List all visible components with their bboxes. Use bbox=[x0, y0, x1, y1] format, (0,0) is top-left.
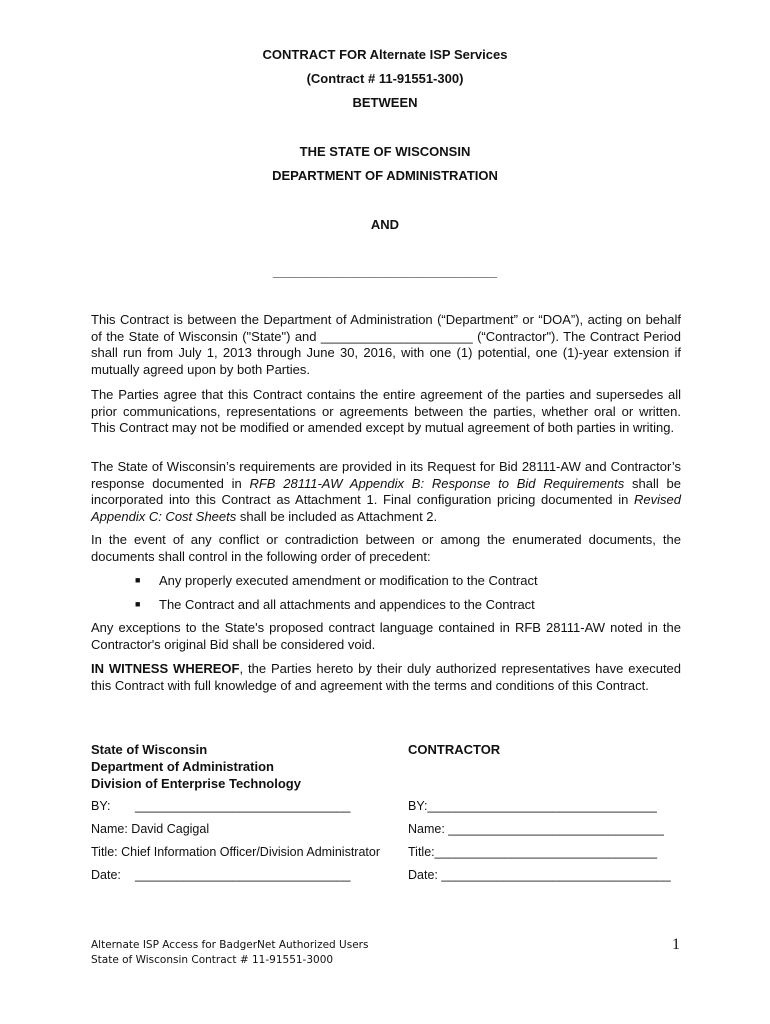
paragraph-contract-parties bbox=[91, 312, 681, 378]
right-date-line[interactable]: Date: _________________________________ bbox=[408, 868, 671, 882]
state-line3: Division of Enterprise Technology bbox=[91, 776, 301, 791]
paragraph-witness bbox=[91, 661, 681, 694]
paragraph-precedence bbox=[91, 532, 681, 565]
paragraph-5-text: Any exceptions to the State's proposed contract language contained in RFB 28111-AW noted in the Contractor's original Bid shall be considered void. bbox=[91, 620, 681, 652]
square-bullet-icon: ■ bbox=[135, 575, 141, 585]
bullet-item-2 bbox=[135, 597, 535, 612]
between-label: BETWEEN bbox=[352, 95, 418, 110]
contract-number: (Contract # 11-91551-300) bbox=[306, 71, 464, 86]
contractor-heading: CONTRACTOR bbox=[408, 742, 501, 757]
party2-blank: _______________________________ bbox=[272, 264, 498, 279]
right-name-line[interactable]: Name: _______________________________ bbox=[408, 822, 664, 836]
witness-whereof-heading: IN WITNESS WHEREOF bbox=[91, 661, 240, 676]
state-signatory-heading bbox=[91, 741, 301, 792]
state-line2: Department of Administration bbox=[91, 759, 274, 774]
paragraph-requirements bbox=[91, 459, 681, 525]
paragraph-2-text: The Parties agree that this Contract contains the entire agreement of the parties and supersedes all prior communications, representations or agreements between the parties, whether oral or written. This Contract may not be modified or amended except by mutual agreement of both parties in writing. bbox=[91, 387, 681, 436]
party1-line1: THE STATE OF WISCONSIN bbox=[299, 144, 471, 159]
state-line1: State of Wisconsin bbox=[91, 742, 208, 757]
and-label: AND bbox=[370, 217, 400, 232]
paragraph-exceptions bbox=[91, 620, 681, 653]
left-date-label: Date: bbox=[91, 868, 121, 882]
p3-part-a: The State of Wisconsin’s requirements are provided in its Request for Bid 28111-AW and Contractor’s response documented in bbox=[91, 459, 681, 491]
paragraph-3-text bbox=[91, 459, 681, 525]
p3-appendix-c-ref: Revised Appendix C: Cost Sheets bbox=[91, 492, 681, 524]
paragraph-4-text: In the event of any conflict or contradiction between or among the enumerated documents, the documents shall control in the following order of precedent: bbox=[91, 532, 681, 564]
p3-part-c: shall be incorporated into this Contract as Attachment 1. Final configuration pricing documented in bbox=[91, 475, 681, 508]
bullet-2-text: The Contract and all attachments and appendices to the Contract bbox=[159, 597, 535, 612]
contract-title: CONTRACT FOR Alternate ISP Services bbox=[262, 47, 508, 62]
left-date-line[interactable]: _______________________________ bbox=[135, 868, 351, 882]
paragraph-6-text bbox=[91, 661, 681, 694]
left-by-label: BY: bbox=[91, 799, 111, 813]
left-name: Name: David Cagigal bbox=[91, 822, 210, 836]
page-footer bbox=[91, 938, 368, 968]
page-number: 1 bbox=[672, 936, 680, 953]
right-by-line[interactable]: BY:_________________________________ bbox=[408, 799, 657, 813]
bullet-1-text: Any properly executed amendment or modification to the Contract bbox=[159, 573, 538, 588]
p3-part-e: shall be included as Attachment 2. bbox=[236, 508, 438, 524]
footer-line2: State of Wisconsin Contract # 11-91551-3000 bbox=[91, 954, 334, 966]
paragraph-1-text: This Contract is between the Department of Administration (“Department” or “DOA”), acting on behalf of the State of Wisconsin ("State") and _____________________ (“Contractor"). The Contract Period shall run from July 1, 2013 through June 30, 2016, with one (1) potential, one (1)-year extension if mutually agreed upon by both Parties. bbox=[91, 312, 681, 377]
paragraph-entire-agreement bbox=[91, 387, 681, 437]
square-bullet-icon: ■ bbox=[135, 599, 141, 609]
right-title-line[interactable]: Title:________________________________ bbox=[408, 845, 658, 859]
p3-appendix-b-ref: RFB 28111-AW Appendix B: Response to Bid Requirements bbox=[249, 475, 625, 491]
party1-line2: DEPARTMENT OF ADMINISTRATION bbox=[272, 168, 498, 183]
bullet-item-1 bbox=[135, 573, 538, 588]
left-title: Title: Chief Information Officer/Division Administrator bbox=[91, 845, 380, 859]
footer-line1: Alternate ISP Access for BadgerNet Authorized Users bbox=[91, 939, 369, 951]
left-by-signature-line[interactable]: _______________________________ bbox=[135, 799, 351, 813]
witness-text: , the Parties hereto by their duly authorized representatives have executed this Contract with full knowledge of and agreement with the terms and conditions of this Contract. bbox=[91, 661, 682, 693]
